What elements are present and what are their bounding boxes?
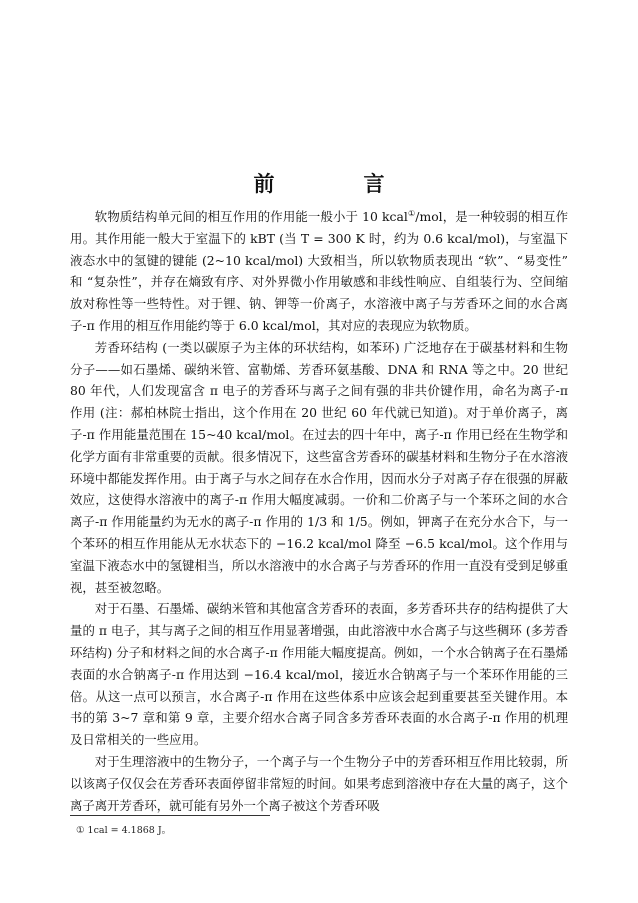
footnote: ① 1cal = 4.1868 J。 xyxy=(76,825,172,836)
paragraph-2: 芳香环结构 (一类以碳原子为主体的环状结构，如苯环) 广泛地存在于碳基材料和生物分子——如石墨烯、碳纳米管、富勒烯、芳香环氨基酸、DNA 和 RNA 等之中。20 世纪 80 年代，人们发现富含 π 电子的芳香环与离子之间有强的非共价键作用，命名为离子-π 作用 (注：郝柏林院士指出，这个作用在 20 世纪 60 年代就已知道)。对于单价离子，离子-π 作用能量范围在 15~40 kcal/mol。在过去的四十年中，离子-π 作用已经在生物学和化学方面有非常重要的贡献。很多情况下，这些富含芳香环的碳基材料和生物分子在水溶液环境中都能发挥作用。由于离子与水之间存在水合作用，因而水分子对离子存在很强的屏蔽效应，这使得水溶液中的离子-π 作用大幅度减弱。一价和二价离子与一个苯环之间的水合离子-π 作用能量约为无水的离子-π 作用的 1/3 和 1/5。例如，钾离子在充分水合下，与一个苯环的相互作用能从无水状态下的 −16.2 kcal/mol 降至 −6.5 kcal/mol。这个作用与室温下液态水中的氢键相当，所以水溶液中的水合离子与芳香环的作用一直没有受到足够重视，甚至被忽略。 xyxy=(70,339,568,595)
paragraph-1-lead: 软物质结构单元间的相互作用的作用能一般小于 10 kcal xyxy=(94,209,408,224)
page-title: 前 言 xyxy=(253,171,419,196)
body-text xyxy=(70,206,568,816)
footnote-mark[interactable]: ① xyxy=(407,208,416,218)
paragraph-1 xyxy=(70,206,568,337)
paragraph-1-rest: /mol，是一种较弱的相互作用。其作用能一般大于室温下的 kBT (当 T = 300 K 时，约为 0.6 kcal/mol)，与室温下液态水中的氢键的键能 (2~10 kcal/mol) 大致相当，所以软物质表现出 “软”、“易变性” 和 “复杂性”，并存在熵致有序、对外界微小作用敏感和非线性响应、自组装行为、空间缩放对称性等一些特性。对于锂、钠、钾等一价离子，水溶液中离子与芳香环之间的水合离子-π 作用的相互作用能约等于 6.0 kcal/mol，其对应的表现应为软物质。 xyxy=(70,209,568,333)
paragraph-3: 对于石墨、石墨烯、碳纳米管和其他富含芳香环的表面，多芳香环共存的结构提供了大量的 π 电子，其与离子之间的相互作用显著增强，由此溶液中水合离子与这些稠环 (多芳香环结构) 分子和材料之间的水合离子-π 作用能大幅度提高。例如，一个水合钠离子在石墨烯表面的水合钠离子-π 作用达到 −16.4 kcal/mol，接近水合钠离子与一个苯环作用能的三倍。从这一点可以预言，水合离子-π 作用在这些体系中应该会起到重要甚至关键作用。本书的第 3~7 章和第 9 章，主要介绍水合离子同含多芳香环表面的水合离子-π 作用的机理及日常相关的一些应用。 xyxy=(70,601,568,748)
paragraph-4: 对于生理溶液中的生物分子，一个离子与一个生物分子中的芳香环相互作用比较弱，所以该离子仅仅会在芳香环表面停留非常短的时间。如果考虑到溶液中存在大量的离子，这个离子离开芳香环，就可能有另外一个离子被这个芳香环吸 xyxy=(70,753,568,813)
footnote-rule xyxy=(70,815,270,816)
